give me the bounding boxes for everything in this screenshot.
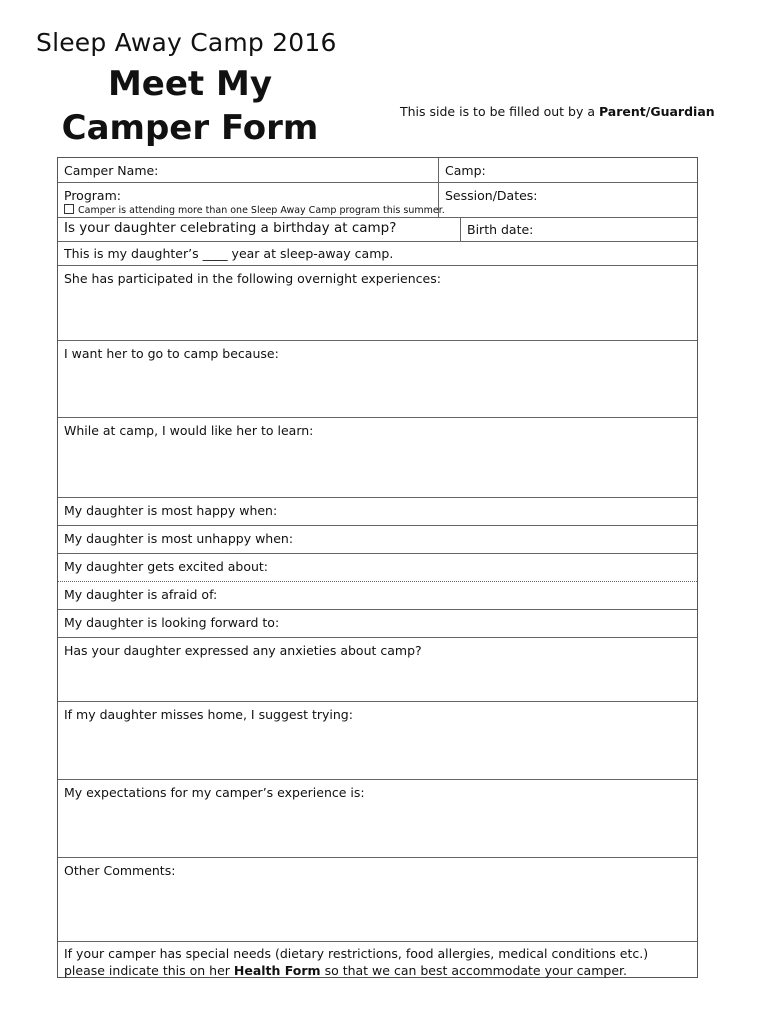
row-program [58, 183, 697, 218]
form-header [0, 0, 770, 157]
other-comments-label: Other Comments: [64, 863, 176, 878]
row-expectations[interactable] [58, 780, 697, 858]
like-her-to-learn-label: While at camp, I would like her to learn: [64, 423, 314, 438]
program-label: Program: [64, 188, 121, 203]
camper-form [57, 157, 698, 978]
row-special-needs-note [58, 942, 697, 977]
row-like-her-to-learn[interactable] [58, 418, 697, 498]
camper-name-label: Camper Name: [64, 163, 159, 178]
birth-date-field[interactable] [460, 218, 697, 241]
anxieties-label: Has your daughter expressed any anxieties about camp? [64, 643, 422, 658]
multi-program-option [64, 204, 445, 216]
looking-forward-label: My daughter is looking forward to: [64, 615, 280, 630]
year-at-camp-label: This is my daughter’s ____ year at sleep-away camp. [64, 246, 394, 261]
row-anxieties[interactable] [58, 638, 697, 702]
go-to-camp-label: I want her to go to camp because: [64, 346, 279, 361]
instruction-text: This side is to be filled out by a [400, 104, 599, 119]
row-most-happy[interactable] [58, 498, 697, 526]
form-title [40, 62, 340, 150]
row-other-comments[interactable] [58, 858, 697, 942]
birth-date-label: Birth date: [467, 222, 534, 237]
row-looking-forward[interactable] [58, 610, 697, 638]
misses-home-label: If my daughter misses home, I suggest trying: [64, 707, 353, 722]
camper-name-field[interactable] [58, 158, 438, 182]
multi-program-label: Camper is attending more than one Sleep Away Camp program this summer. [78, 205, 445, 216]
most-unhappy-label: My daughter is most unhappy when: [64, 531, 294, 546]
afraid-of-label: My daughter is afraid of: [64, 587, 218, 602]
overnight-experiences-label: She has participated in the following overnight experiences: [64, 271, 441, 286]
row-most-unhappy[interactable] [58, 526, 697, 554]
multi-program-checkbox[interactable] [64, 204, 74, 214]
special-needs-note [58, 942, 697, 977]
expectations-label: My expectations for my camper’s experience is: [64, 785, 365, 800]
special-needs-line-1: If your camper has special needs (dietary restrictions, food allergies, medical conditions etc.) [64, 946, 649, 961]
session-dates-label: Session/Dates: [445, 188, 538, 203]
special-needs-prefix: please indicate this on her [64, 963, 234, 978]
gets-excited-label: My daughter gets excited about: [64, 559, 269, 574]
form-title-line-2: Camper Form [61, 108, 319, 148]
camp-label: Camp: [445, 163, 486, 178]
birthday-question-label: Is your daughter celebrating a birthday at camp? [64, 220, 397, 236]
row-birthday [58, 218, 697, 242]
row-overnight-experiences[interactable] [58, 266, 697, 341]
row-misses-home[interactable] [58, 702, 697, 780]
fill-out-instruction [400, 104, 715, 119]
row-gets-excited[interactable] [58, 554, 697, 582]
row-camper-name [58, 158, 697, 183]
most-happy-label: My daughter is most happy when: [64, 503, 278, 518]
special-needs-line-2 [64, 962, 691, 979]
row-go-to-camp[interactable] [58, 341, 697, 418]
camp-field[interactable] [438, 158, 697, 182]
row-afraid-of[interactable] [58, 582, 697, 610]
birthday-question-field[interactable] [58, 218, 460, 241]
row-year-at-camp[interactable] [58, 242, 697, 266]
special-needs-suffix: so that we can best accommodate your camper. [320, 963, 627, 978]
instruction-role: Parent/Guardian [598, 104, 715, 119]
camp-title: Sleep Away Camp 2016 [36, 28, 337, 57]
health-form-reference: Health Form [233, 963, 321, 978]
form-title-line-1: Meet My [107, 64, 273, 104]
session-dates-field[interactable] [438, 183, 697, 217]
